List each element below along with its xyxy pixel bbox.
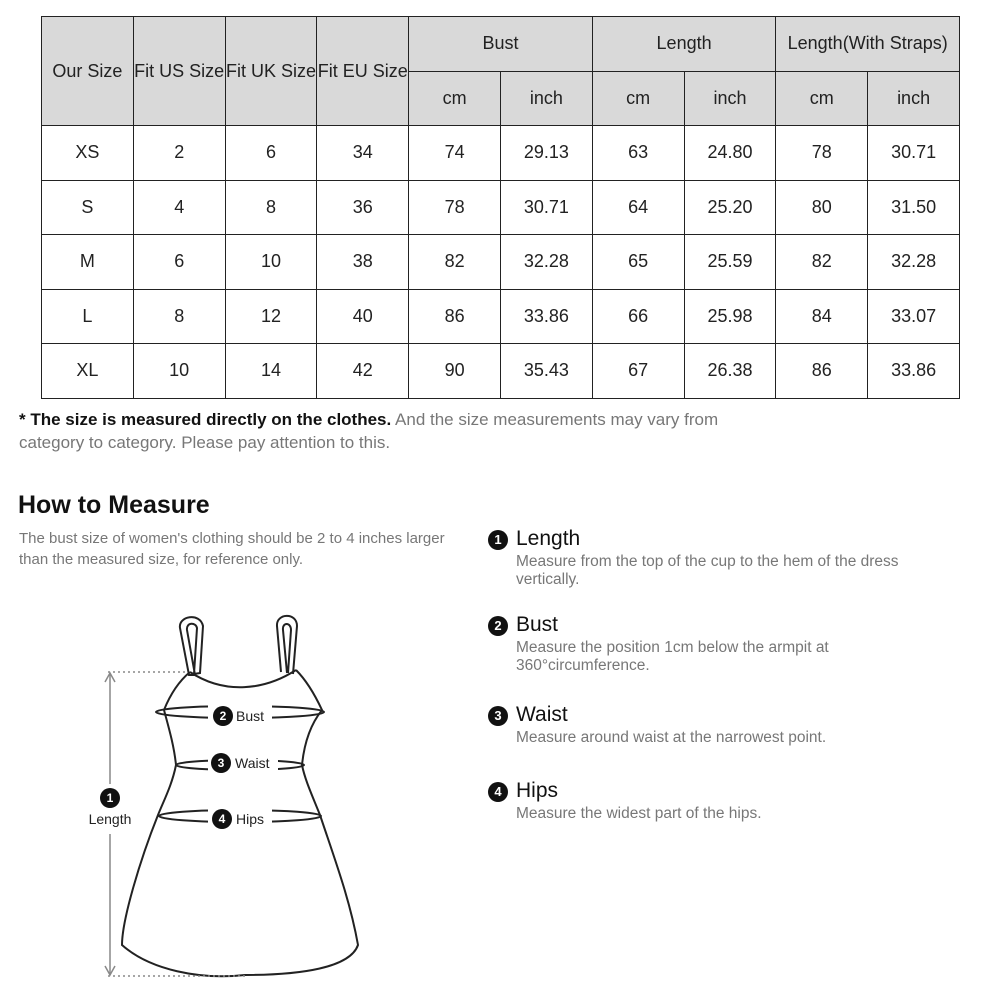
header-unit: inch (500, 71, 592, 126)
cell-length-straps-inch: 33.07 (868, 289, 960, 344)
header-unit: cm (592, 71, 684, 126)
header-unit: inch (684, 71, 776, 126)
dress-strap-right (277, 616, 297, 674)
cell-fit-us: 10 (133, 344, 225, 399)
header-unit: cm (776, 71, 868, 126)
table-row (42, 289, 960, 344)
hips-number: 4 (218, 812, 226, 826)
cell-length-inch: 26.38 (684, 344, 776, 399)
cell-bust-inch: 29.13 (500, 126, 592, 181)
waist-label: Waist (235, 755, 270, 771)
cell-our-size: XS (42, 126, 134, 181)
dress-neckline (190, 670, 296, 687)
hips-label: Hips (236, 811, 265, 827)
cell-fit-uk: 14 (225, 344, 317, 399)
cell-bust-cm: 82 (409, 235, 501, 290)
cell-length-straps-cm: 86 (776, 344, 868, 399)
cell-fit-eu: 38 (317, 235, 409, 290)
cell-length-cm: 67 (592, 344, 684, 399)
how-to-measure-title: How to Measure (18, 491, 210, 519)
cell-length-cm: 64 (592, 180, 684, 235)
cell-fit-us: 2 (133, 126, 225, 181)
step-description: Measure the widest part of the hips. (516, 805, 762, 822)
header-fit-eu: Fit EU Size (317, 17, 409, 126)
cell-length-cm: 66 (592, 289, 684, 344)
step-number-badge: 1 (488, 530, 508, 550)
cell-length-straps-cm: 82 (776, 235, 868, 290)
cell-our-size: M (42, 235, 134, 290)
cell-fit-eu: 34 (317, 126, 409, 181)
dress-measurement-diagram (60, 600, 380, 990)
header-fit-us: Fit US Size (133, 17, 225, 126)
waist-number: 3 (217, 756, 225, 770)
cell-length-straps-cm: 80 (776, 180, 868, 235)
step-description: Measure around waist at the narrowest point. (516, 729, 827, 746)
cell-length-inch: 25.98 (684, 289, 776, 344)
cell-length-straps-cm: 84 (776, 289, 868, 344)
step-title: Hips (516, 779, 559, 802)
cell-length-straps-inch: 31.50 (868, 180, 960, 235)
cell-length-inch: 25.20 (684, 180, 776, 235)
note-bold-text: * The size is measured directly on the clothes. (19, 410, 392, 429)
cell-length-straps-inch: 30.71 (868, 126, 960, 181)
cell-bust-inch: 30.71 (500, 180, 592, 235)
cell-fit-uk: 12 (225, 289, 317, 344)
cell-length-straps-inch: 33.86 (868, 344, 960, 399)
cell-bust-cm: 86 (409, 289, 501, 344)
cell-bust-inch: 33.86 (500, 289, 592, 344)
how-to-measure-intro: The bust size of women's clothing should be 2 to 4 inches larger than the measured size, for reference only. (19, 530, 445, 568)
step-number-badge: 2 (488, 616, 508, 636)
step-title: Bust (516, 613, 559, 636)
bust-label: Bust (236, 708, 265, 724)
table-row (42, 344, 960, 399)
step-number-badge: 4 (488, 782, 508, 802)
step-description: Measure the position 1cm below the armpit at 360°circumference. (516, 639, 829, 674)
header-bust: Bust (409, 17, 593, 72)
length-number: 1 (106, 791, 114, 805)
step-title: Waist (516, 703, 568, 726)
header-length: Length (592, 17, 776, 72)
dress-strap-left (180, 617, 203, 675)
step-description: Measure from the top of the cup to the hem of the dress vertically. (516, 553, 899, 588)
cell-length-cm: 63 (592, 126, 684, 181)
cell-bust-cm: 90 (409, 344, 501, 399)
length-label: Length (88, 811, 132, 827)
measurement-note (19, 408, 779, 454)
cell-length-straps-cm: 78 (776, 126, 868, 181)
cell-our-size: S (42, 180, 134, 235)
cell-bust-inch: 32.28 (500, 235, 592, 290)
table-header-row (42, 17, 960, 72)
size-chart-table (41, 16, 960, 399)
cell-fit-uk: 8 (225, 180, 317, 235)
header-unit: cm (409, 71, 501, 126)
table-row (42, 180, 960, 235)
header-fit-uk: Fit UK Size (225, 17, 317, 126)
cell-fit-uk: 6 (225, 126, 317, 181)
cell-fit-eu: 40 (317, 289, 409, 344)
cell-fit-us: 8 (133, 289, 225, 344)
cell-fit-uk: 10 (225, 235, 317, 290)
cell-our-size: XL (42, 344, 134, 399)
cell-bust-cm: 74 (409, 126, 501, 181)
note-text: And the size measurements may vary from category to category. Please pay attention to this. (19, 410, 719, 452)
cell-fit-us: 6 (133, 235, 225, 290)
table-row (42, 126, 960, 181)
header-unit: inch (868, 71, 960, 126)
cell-length-cm: 65 (592, 235, 684, 290)
cell-length-straps-inch: 32.28 (868, 235, 960, 290)
cell-fit-us: 4 (133, 180, 225, 235)
cell-bust-inch: 35.43 (500, 344, 592, 399)
step-title: Length (516, 527, 581, 550)
header-our-size: Our Size (42, 17, 134, 126)
table-row (42, 235, 960, 290)
cell-fit-eu: 42 (317, 344, 409, 399)
step-number-badge: 3 (488, 706, 508, 726)
bust-number: 2 (219, 709, 227, 723)
cell-our-size: L (42, 289, 134, 344)
cell-length-inch: 25.59 (684, 235, 776, 290)
cell-bust-cm: 78 (409, 180, 501, 235)
cell-fit-eu: 36 (317, 180, 409, 235)
cell-length-inch: 24.80 (684, 126, 776, 181)
header-length-with-straps: Length(With Straps) (776, 17, 960, 72)
